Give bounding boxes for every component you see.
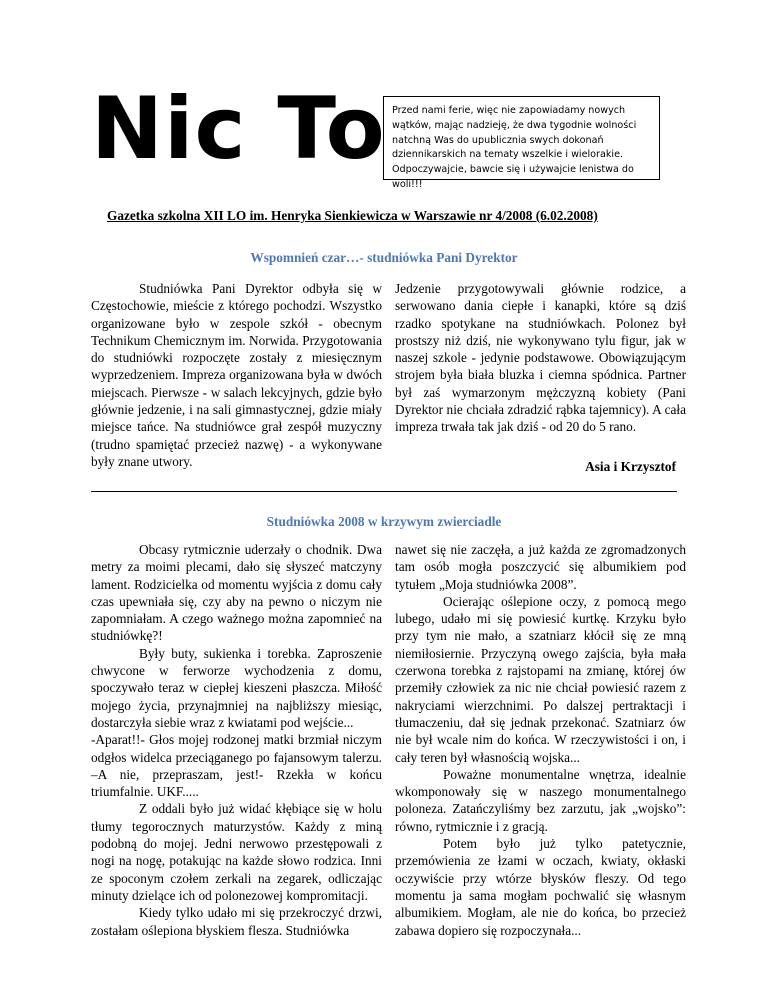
paragraph: Ocierając oślepione oczy, z pomocą mego lubego, udało mi się powiesić kurtkę. Krzyku było przy tym nie mało, a szatniarz kłócił się ze mną niemiłosiernie. Przyczyną owego zajścia, była mała czerwona torebka z rajstopami na zmianę, której ów przemiły człowiek za nic nie chciał powiesić razem z nakryciami wierzchnimi. Po dalszej pertraktacji i tłumaczeniu, dał się jednak przekonać. Szatniarz ów nie był wcale nim do końca. W rzeczywistości i on, i cały teren był własnością wojska... <box>395 593 686 765</box>
article-title: Studniówka 2008 w krzywym zwierciadle <box>266 514 502 529</box>
article-authors: Asia i Krzysztof <box>585 459 676 474</box>
paragraph: Jedzenie przygotowywali głównie rodzice, a serwowano dania ciepłe i kanapki, które są dziś rzadko spotykane na studniówkach. Polonez był prostszy niż dziś, nie wykonywano tylu figur, jak w naszej szkole - jedynie podstawowe. Obowiązującym strojem była biała bluzka i ciemna spódnica. Partner był zaś wymarzonym mężczyzną kobiety (Pani Dyrektor nie chciała zdradzić rąbka tajemnicy). A cała impreza trwała tak jak dziś - od 20 do 5 rano. <box>395 281 686 435</box>
paragraph: nawet się nie zaczęła, a już każda ze zgromadzonych tam osób mogła poszczycić się albumikiem pod tytułem „Moja studniówka 2008”. <box>395 542 686 592</box>
paragraph: Z oddali było już widać kłębiące się w holu tłumy tegorocznych maturzystów. Każdy z miną podobną do mojej. Jedni nerwowo przestępowali z nogi na nogę, potakując na każde słowo rodzica. Inni ze spoconym czołem zerkali na zegarek, odliczając minuty dzielące ich od polonezowej kompromitacji. <box>91 801 382 903</box>
paragraph: Były buty, sukienka i torebka. Zaproszenie chwycone w ferworze wychodzenia z domu, spoczywało teraz w ciepłej kieszeni płaszcza. Miłość mojego życia, przynajmniej na najbliższy miesiąc, dostarczyła siebie wraz z kwiatami pod wejście... <box>91 645 382 730</box>
section-divider <box>91 491 677 492</box>
paragraph: Poważne monumentalne wnętrza, idealnie wkomponowały się w naszego monumentalnego poloneza. Zatańczyliśmy bez zarzutu, jak „wojsko”: równo, rytmicznie i z gracją. <box>395 766 686 834</box>
newspaper-header: Gazetka szkolna XII LO im. Henryka Sienkiewicza w Warszawie nr 4/2008 (6.02.2008) <box>107 208 598 223</box>
article-column-left <box>91 280 382 470</box>
article-column-left <box>91 541 382 939</box>
article-column-right <box>395 280 686 436</box>
paragraph: Obcasy rytmicznie uderzały o chodnik. Dwa metry za moimi plecami, dało się słyszeć matczyny lament. Rodzicielka od momentu wyjścia z domu cały czas upewniała się, czy aby na pewno o niczym nie zapomniałam. A czego ważnego można zapomnieć na studniówkę?! <box>91 542 382 644</box>
paragraph: Kiedy tylko udało mi się przekroczyć drzwi, zostałam oślepiona błyskiem flesza. Studniówka <box>91 905 382 938</box>
intro-text: Przed nami ferie, więc nie zapowiadamy nowych wątków, mając nadzieję, że dwa tygodnie wolności natchną Was do upublicznia swych dokonań dziennikarskich na tematy wszelkie i wielorakie. Odpoczywajcie, bawcie się i używajcie lenistwa do woli!!! <box>392 105 637 190</box>
masthead-title: Nic To <box>91 79 386 179</box>
paragraph: -Aparat!!- Głos mojej rodzonej matki brzmiał niczym odgłos widelca przeciąganego po fajansowym talerzu. –A nie, przepraszam, jest!- Rzekła w końcu triumfalnie. UKF..... <box>91 732 382 800</box>
article-title: Wspomnień czar…- studniówka Pani Dyrektor <box>250 250 518 265</box>
article-column-right <box>395 541 686 939</box>
paragraph: Potem było już tylko patetycznie, przemówienia ze łzami w oczach, kwiaty, okłaski oczywiście przy wtórze błysków fleszy. Od tego momentu ja sama mogłam pochwalić się własnym albumikiem. Mogłam, ale nie do końca, bo przecież zabawa dopiero się rozpoczynała... <box>395 836 686 938</box>
paragraph: Studniówka Pani Dyrektor odbyła się w Częstochowie, mieście z którego pochodzi. Wszystko organizowane było w zespole szkół - obecnym Technikum Chemicznym im. Norwida. Przygotowania do studniówki rozpoczęte zostały z miesięcznym wyprzedzeniem. Impreza organizowana była w dwóch miejscach. Pierwsze - w salach lekcyjnych, gdzie było głównie jedzenie, i na sali gimnastycznej, gdzie miały miejsce tańce. Na studniówce grał zespół muzyczny (trudno spamiętać przecież nazwę) - a wykonywane były znane utwory. <box>91 281 382 469</box>
intro-box <box>383 96 660 190</box>
